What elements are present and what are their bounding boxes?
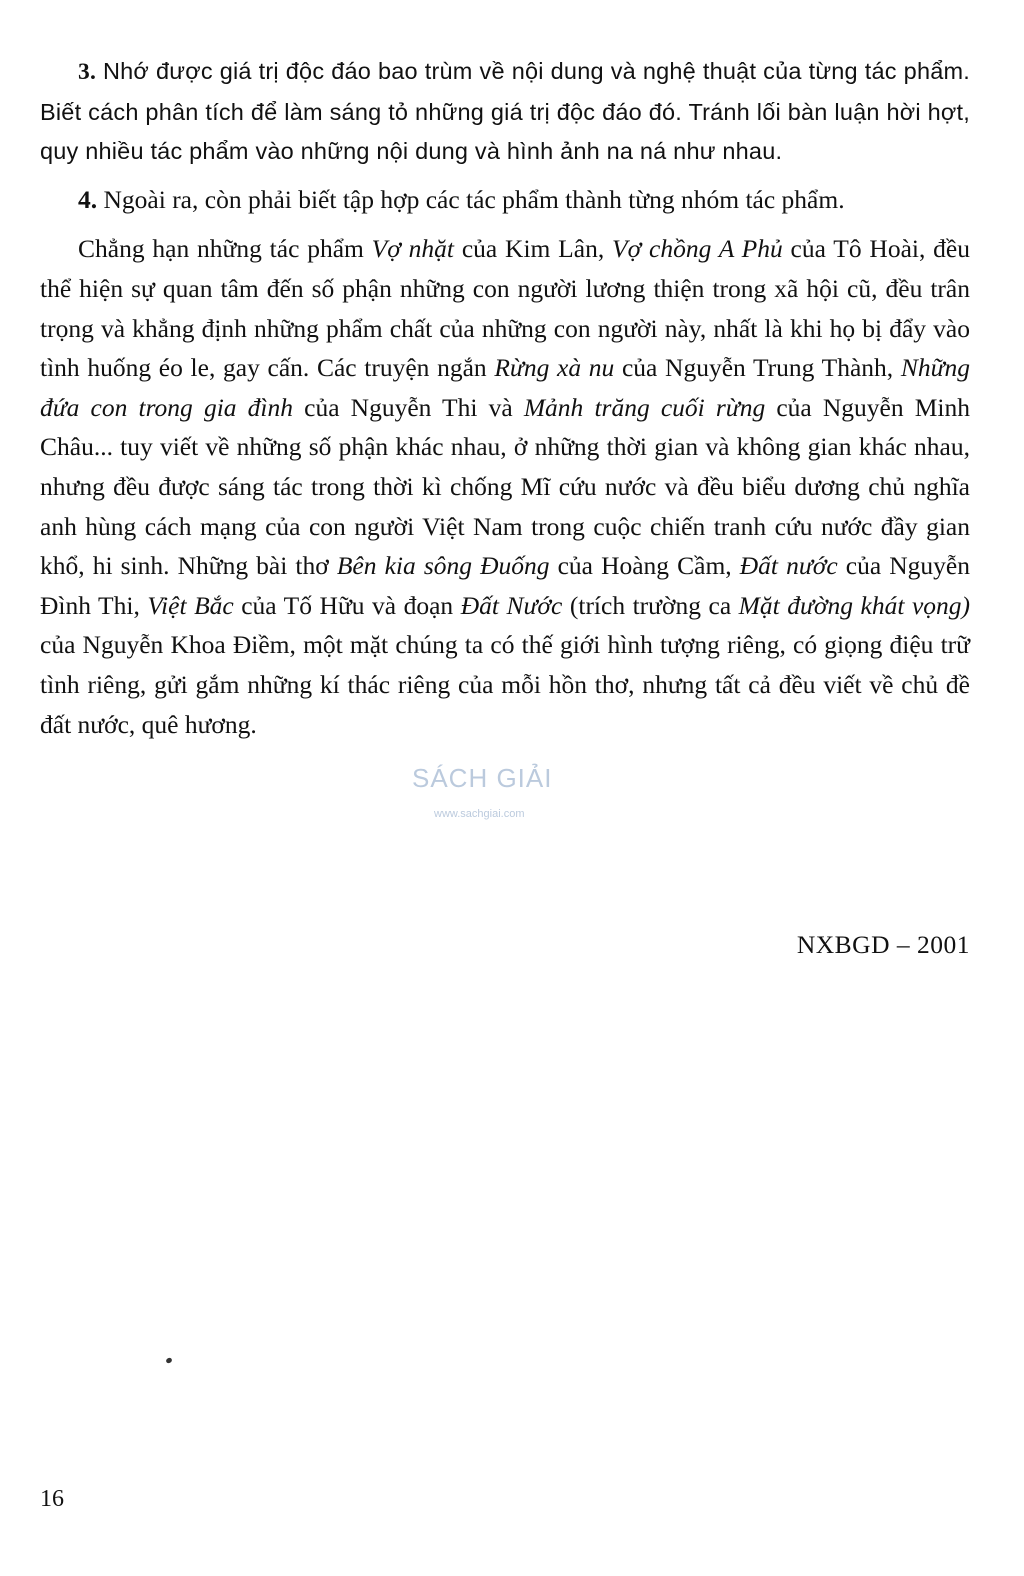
document-page — [40, 52, 970, 744]
text-run: của Hoàng Cầm, — [549, 551, 740, 581]
text-run: của Nguyễn Thi và — [293, 392, 524, 422]
item-4-paragraph — [40, 180, 970, 220]
item-3-number: 3. — [78, 59, 97, 85]
text-run: của Nguyễn Trung Thành, — [614, 353, 901, 383]
work-title: Mảnh trăng cuối rừng — [523, 392, 766, 422]
source-citation: NXBGD – 2001 — [796, 930, 970, 959]
work-title: Vợ nhặt — [371, 234, 455, 264]
item-3-paragraph — [40, 52, 970, 172]
work-title: Mặt đường khát vọng) — [738, 590, 971, 620]
watermark-text: SÁCH GIẢI — [412, 763, 553, 793]
text-run: của Tô Hoài, đều thể hiện sự quan tâm đến số phận những con người lương thiện trong xã hội cũ, đều trân trọng và khẳng định những phẩm chất của những con người này, nhất là khi họ bị đẩy vào tình huống éo le, gay cấn. Các truyện ngắn — [40, 234, 970, 383]
work-title: Bên kia sông Đuống — [336, 551, 550, 581]
print-speck — [165, 1357, 173, 1364]
item-4-number: 4. — [78, 184, 98, 214]
work-title: Đất nước — [739, 551, 838, 581]
work-title: Vợ chồng A Phủ — [612, 234, 783, 264]
page-number: 16 — [40, 1486, 64, 1512]
text-run: (trích trường ca — [562, 590, 739, 620]
work-title: Việt Bắc — [147, 590, 234, 620]
text-run: của Kim Lân, — [454, 234, 613, 264]
watermark-subtext: www.sachgiai.com — [434, 808, 525, 820]
work-title: Đất Nước — [460, 590, 563, 620]
item-3-text: Nhớ được giá trị độc đáo bao trùm về nội dung và nghệ thuật của từng tác phẩm. Biết cách phân tích để làm sáng tỏ những giá trị độc đáo đó. Tránh lối bàn luận hời hợt, quy nhiều tác phẩm vào những nội dung và hình ảnh na ná như nhau. — [40, 58, 970, 165]
item-4-text: Ngoài ra, còn phải biết tập hợp các tác phẩm thành từng nhóm tác phẩm. — [97, 184, 845, 214]
text-run: của Tố Hữu và đoạn — [233, 590, 461, 620]
text-run: của Nguyễn Minh Châu... tuy viết về những số phận khác nhau, ở những thời gian và không gian khác nhau, nhưng đều được sáng tác trong thời kì chống Mĩ cứu nước và đều biểu dương chủ nghĩa anh hùng cách mạng của con người Việt Nam trong cuộc chiến tranh cứu nước đầy gian khổ, hi sinh. Những bài thơ — [40, 392, 970, 581]
text-run: của Nguyễn Khoa Điềm, một mặt chúng ta có thế giới hình tượng riêng, có giọng điệu trữ tình riêng, gửi gắm những kí thác riêng của mỗi hồn thơ, nhưng tất cả đều viết về chủ đề đất nước, quê hương. — [40, 630, 970, 739]
text-run: của Nguyễn Đình Thi, — [40, 551, 971, 620]
main-paragraph — [40, 229, 970, 744]
text-run: Chẳng hạn những tác phẩm — [78, 234, 372, 264]
work-title: Những đứa con trong gia đình — [40, 353, 971, 422]
watermark-logo — [412, 757, 602, 827]
work-title: Rừng xà nu — [494, 353, 615, 383]
